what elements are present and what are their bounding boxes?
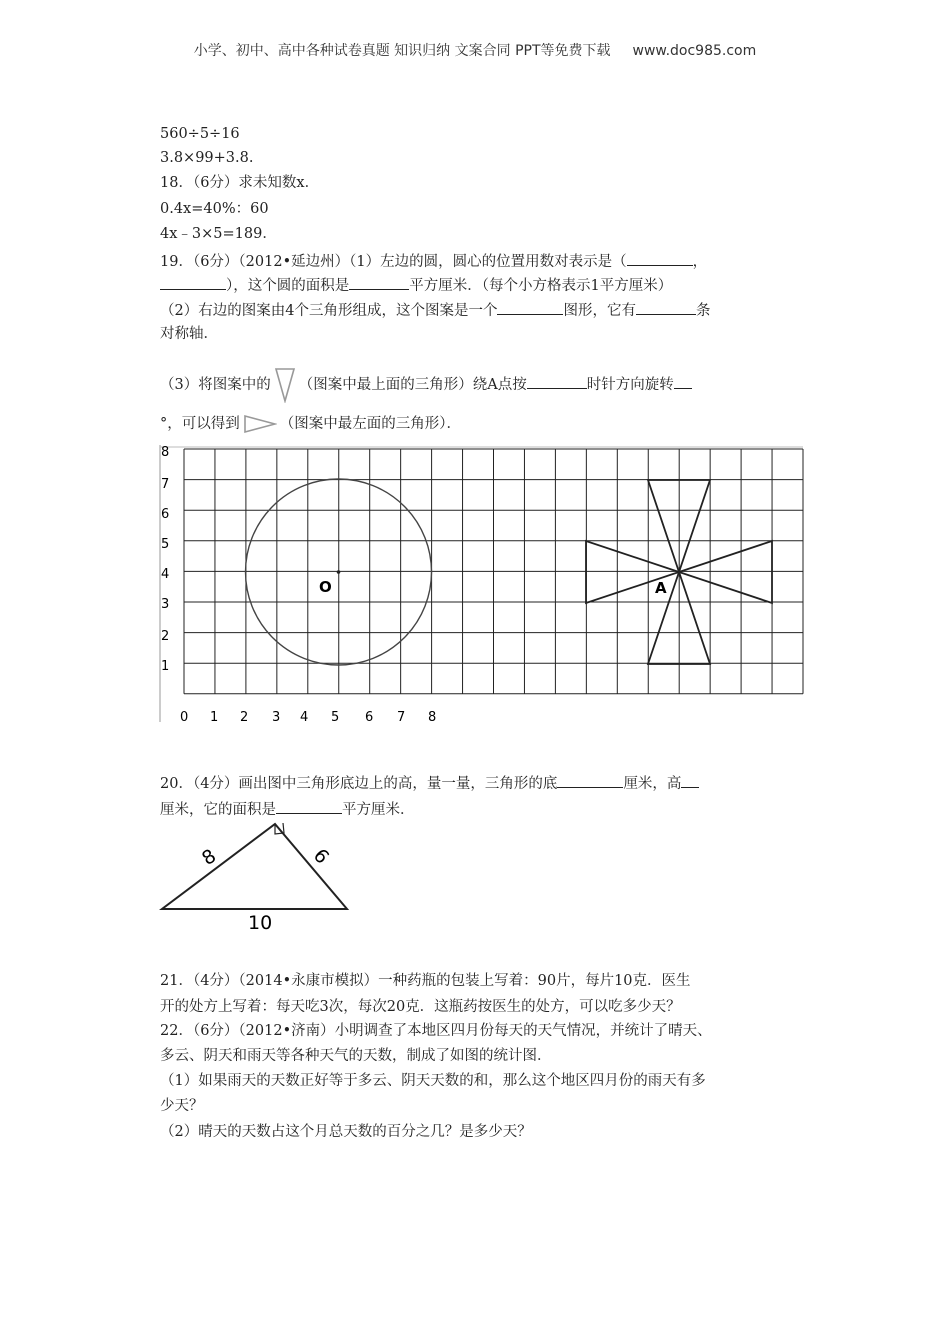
circle-center-dot	[337, 570, 341, 574]
q19-line-1: 19．（6分）（2012•延边州）（1）左边的圆，圆心的位置用数对表示是（ ，	[160, 250, 707, 272]
answer-blank[interactable]	[636, 299, 696, 315]
y-axis-labels	[161, 445, 169, 674]
calc-line-2: 3.8×99+3.8.	[160, 150, 254, 166]
y-label: 8	[161, 445, 170, 460]
y-label: 1	[161, 659, 170, 674]
header-text: 小学、初中、高中各种试卷真题 知识归纳 文案合同 PPT等免费下载	[193, 43, 611, 59]
q19-line-2: ），这个圆的面积是 平方厘米．（每个小方格表示1平方厘米）	[160, 274, 672, 296]
right-triangle-icon	[243, 414, 277, 434]
q21-line-1: 21．（4分）（2014•永康市模拟）一种药瓶的包装上写着：90片，每片10克．医生	[160, 973, 691, 989]
q21-line-2: 开的处方上写着：每天吃3次，每次20克．这瓶药按医生的处方，可以吃多少天？	[160, 999, 681, 1015]
calc-line-1: 560÷5÷16	[160, 126, 240, 142]
y-label: 2	[161, 629, 170, 644]
q22-line-1: 22．（6分）（2012•济南）小明调查了本地区四月份每天的天气情况，并统计了晴天、	[160, 1023, 712, 1039]
triangle-right	[679, 541, 772, 603]
header-site: www.doc985.com	[632, 43, 757, 59]
x-label: 0	[180, 710, 189, 725]
right-triangle-figure	[155, 815, 355, 940]
center-label: O	[319, 578, 332, 596]
side-label-left: 8	[198, 844, 220, 870]
down-triangle-icon	[274, 367, 296, 403]
side-label-right: 6	[308, 844, 334, 869]
q19-line-4: 对称轴．	[160, 326, 218, 342]
question-18: 18．（6分）求未知数x．	[160, 175, 320, 191]
x-axis-labels	[180, 710, 436, 725]
q19-line-3: （2）右边的图案由4个三角形组成，这个图案是一个 图形，它有 条	[160, 299, 710, 321]
page-header	[0, 40, 950, 60]
x-label: 2	[240, 710, 249, 725]
grid-lines	[184, 449, 803, 694]
x-label: 6	[365, 710, 374, 725]
equation-2: 4x﹣3×5=189．	[160, 226, 277, 242]
equation-1: 0.4x=40%：60	[160, 201, 269, 217]
answer-blank[interactable]	[497, 299, 563, 315]
answer-blank[interactable]	[674, 373, 692, 389]
q19-line-5: （3）将图案中的 （图案中最上面的三角形）绕A点按 时针方向旋转	[160, 367, 692, 403]
y-label: 7	[161, 477, 170, 492]
q22-line-4: 少天？	[160, 1098, 204, 1114]
y-label: 6	[161, 507, 170, 522]
answer-blank[interactable]	[276, 798, 342, 814]
q22-line-2: 多云、阴天和雨天等各种天气的天数，制成了如图的统计图．	[160, 1048, 552, 1064]
x-label: 5	[331, 710, 340, 725]
q22-line-5: （2）晴天的天数占这个月总天数的百分之几？是多少天？	[160, 1124, 532, 1140]
x-label: 1	[210, 710, 219, 725]
q22-line-3: （1）如果雨天的天数正好等于多云、阴天天数的和，那么这个地区四月份的雨天有多	[160, 1073, 706, 1089]
x-label: 4	[300, 710, 309, 725]
q20-line-2: 厘米，它的面积是 平方厘米．	[160, 798, 415, 820]
q20-line-1: 20．（4分）画出图中三角形底边上的高，量一量，三角形的底 厘米，高	[160, 772, 699, 794]
answer-blank[interactable]	[557, 772, 623, 788]
answer-blank[interactable]	[349, 274, 409, 290]
answer-blank[interactable]	[681, 772, 699, 788]
side-label-bottom: 10	[248, 912, 273, 934]
y-label: 5	[161, 537, 170, 552]
y-label: 3	[161, 597, 170, 612]
answer-blank[interactable]	[627, 250, 693, 266]
point-label: A	[655, 579, 667, 597]
x-label: 7	[397, 710, 406, 725]
answer-blank[interactable]	[160, 274, 226, 290]
x-label: 3	[272, 710, 281, 725]
triangle	[162, 824, 347, 909]
q19-line-6: °，可以得到 （图案中最左面的三角形）．	[160, 416, 461, 432]
answer-blank[interactable]	[527, 373, 587, 389]
x-label: 8	[428, 710, 437, 725]
coordinate-grid-figure	[155, 440, 815, 730]
y-label: 4	[161, 567, 170, 582]
